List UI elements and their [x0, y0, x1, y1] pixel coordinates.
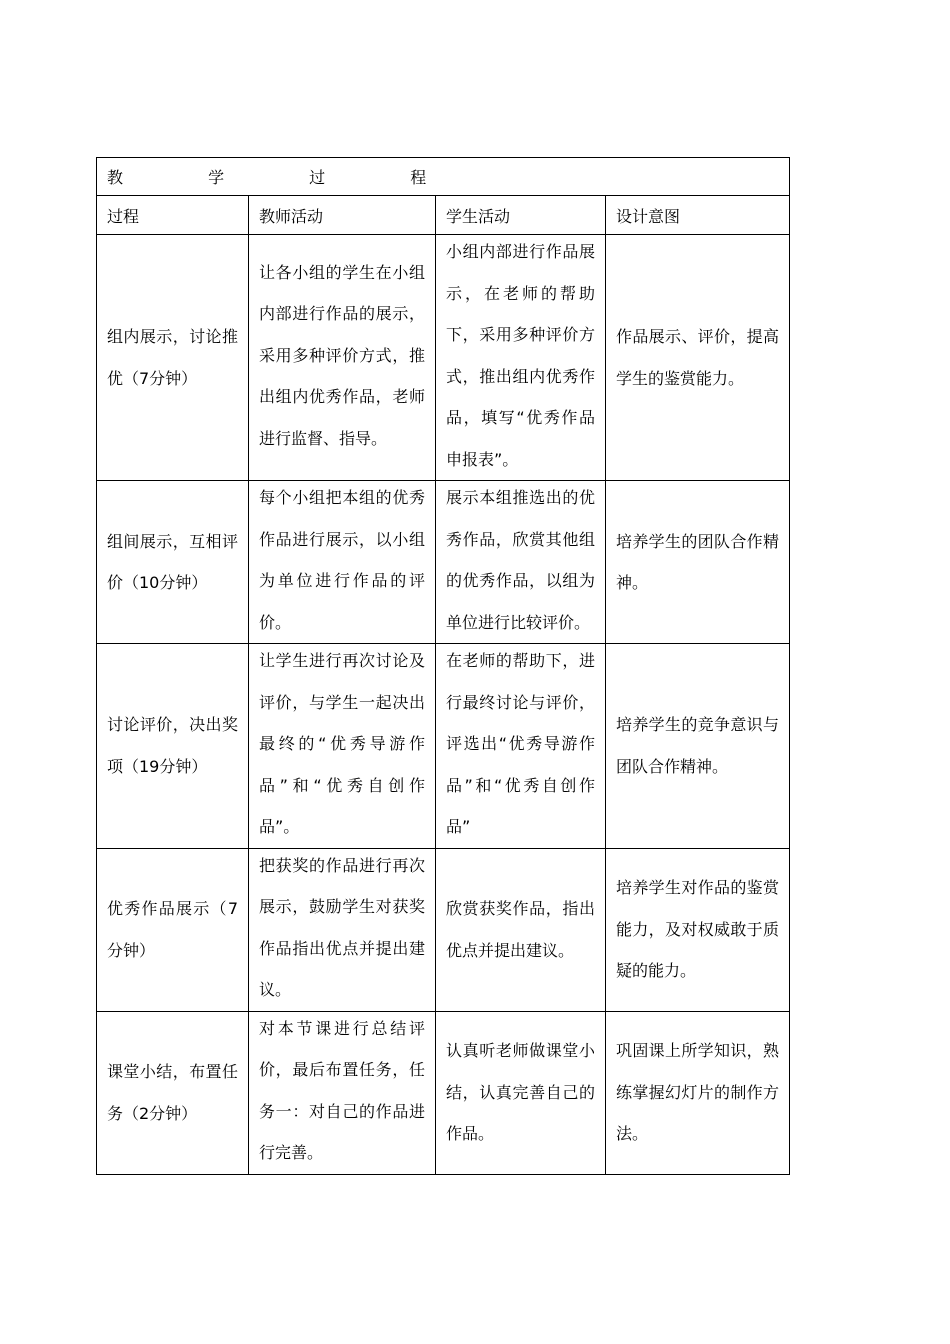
student-activity-cell: 在老师的帮助下，进行最终讨论与评价，评选出“优秀导游作品”和“优秀自创作品” [436, 644, 606, 849]
teacher-activity-cell: 把获奖的作品进行再次展示，鼓励学生对获奖作品指出优点并提出建议。 [249, 848, 436, 1011]
table-title-row [97, 158, 790, 196]
table-row [97, 235, 790, 481]
process-cell: 组间展示，互相评价（10分钟） [97, 481, 249, 644]
teacher-activity-cell: 让各小组的学生在小组内部进行作品的展示，采用多种评价方式，推出组内优秀作品，老师进行监督、指导。 [249, 235, 436, 481]
design-intent-cell: 培养学生对作品的鉴赏能力，及对权威敢于质疑的能力。 [606, 848, 790, 1011]
student-activity-cell: 小组内部进行作品展示，在老师的帮助下，采用多种评价方式，推出组内优秀作品，填写“优秀作品申报表”。 [436, 235, 606, 481]
teacher-activity-cell: 每个小组把本组的优秀作品进行展示，以小组为单位进行作品的评价。 [249, 481, 436, 644]
header-process: 过程 [97, 196, 249, 235]
table-row [97, 1011, 790, 1174]
teacher-activity-cell: 让学生进行再次讨论及评价，与学生一起决出最终的“优秀导游作品”和“优秀自创作品”。 [249, 644, 436, 849]
design-intent-cell: 巩固课上所学知识，熟练掌握幻灯片的制作方法。 [606, 1011, 790, 1174]
table-row [97, 644, 790, 849]
table-title: 教 学 过 程 [97, 158, 790, 196]
design-intent-cell: 培养学生的竞争意识与团队合作精神。 [606, 644, 790, 849]
teaching-process-table [96, 157, 790, 1175]
header-student-activity: 学生活动 [436, 196, 606, 235]
process-cell: 优秀作品展示（7分钟） [97, 848, 249, 1011]
design-intent-cell: 作品展示、评价，提高学生的鉴赏能力。 [606, 235, 790, 481]
process-cell: 组内展示，讨论推优（7分钟） [97, 235, 249, 481]
student-activity-cell: 展示本组推选出的优秀作品，欣赏其他组的优秀作品，以组为单位进行比较评价。 [436, 481, 606, 644]
process-cell: 讨论评价，决出奖项（19分钟） [97, 644, 249, 849]
table-row [97, 481, 790, 644]
table-header-row [97, 196, 790, 235]
student-activity-cell: 欣赏获奖作品，指出优点并提出建议。 [436, 848, 606, 1011]
process-cell: 课堂小结，布置任务（2分钟） [97, 1011, 249, 1174]
header-design-intent: 设计意图 [606, 196, 790, 235]
table-row [97, 848, 790, 1011]
teacher-activity-cell: 对本节课进行总结评价，最后布置任务，任务一：对自己的作品进行完善。 [249, 1011, 436, 1174]
header-teacher-activity: 教师活动 [249, 196, 436, 235]
design-intent-cell: 培养学生的团队合作精神。 [606, 481, 790, 644]
student-activity-cell: 认真听老师做课堂小结，认真完善自己的作品。 [436, 1011, 606, 1174]
